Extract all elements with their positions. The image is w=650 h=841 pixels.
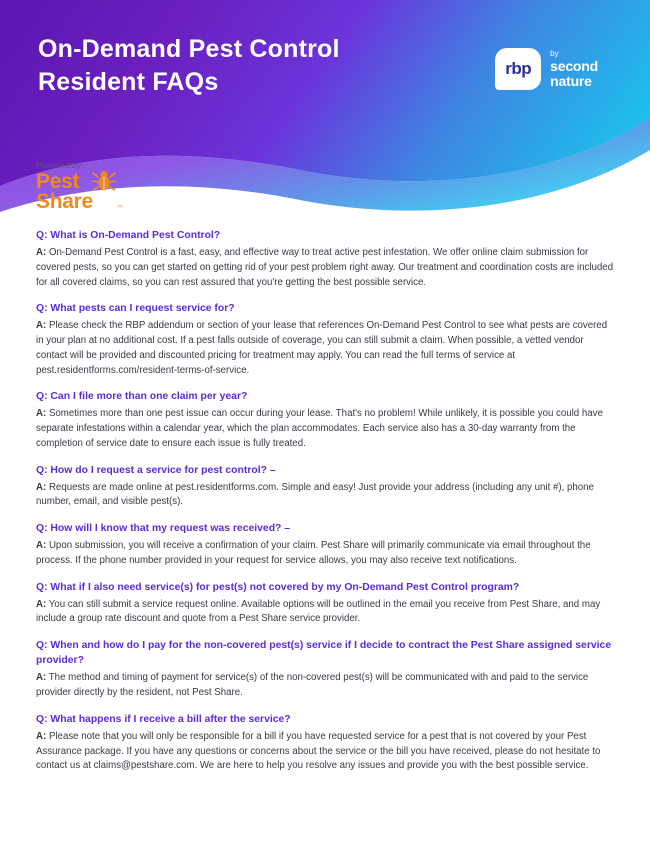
trademark-symbol: ™	[116, 204, 123, 211]
faq-question: Q: When and how do I pay for the non-covered pest(s) service if I decide to contract the Pest Share assigned service provider?	[36, 640, 612, 667]
faq-item	[36, 228, 614, 290]
faq-question: Q: Can I file more than one claim per year?	[36, 391, 248, 403]
answer-text: The method and timing of payment for service(s) of the non-covered pest(s) will be communicated with and paid to the service provider directly by the resident, not Pest Share.	[36, 672, 589, 699]
faq-item	[36, 389, 614, 451]
faq-answer	[36, 481, 614, 510]
answer-prefix: A:	[36, 672, 47, 684]
answer-prefix: A:	[36, 408, 47, 420]
pest-share-line-1: Pest	[36, 170, 80, 193]
faq-list	[36, 228, 614, 785]
answer-text: Please check the RBP addendum or section of your lease that references On-Demand Pest Control to see what pests are covered in your plan at no additional cost. If a pest falls outside of coverage, you can still submit a claim. When possible, a vetted vendor contact will be provided and discounted pricing for treatment may apply. You can read the full terms of service at pest.residentforms.com/resident-terms-of-service.	[36, 320, 608, 376]
pest-share-line-2: Share	[36, 189, 93, 213]
by-label: by	[550, 48, 559, 58]
bug-icon	[91, 168, 117, 194]
faq-answer	[36, 319, 614, 378]
answer-text: Requests are made online at pest.residentforms.com. Simple and easy! Just provide your address (including any unit #), phone number, email, and visible pest(s).	[36, 481, 594, 508]
answer-prefix: A:	[36, 730, 47, 742]
rbp-second-nature-logo	[495, 48, 598, 90]
faq-answer	[36, 671, 614, 700]
title-line-1: On-Demand Pest Control	[38, 35, 340, 63]
pest-share-logo	[36, 160, 123, 213]
faq-answer	[36, 246, 614, 290]
page-title	[38, 34, 340, 99]
answer-prefix: A:	[36, 481, 47, 493]
brand-line-1: second	[550, 58, 598, 74]
answer-text: On-Demand Pest Control is a fast, easy, and effective way to treat active pest infestation. We offer online claim submission for covered pests, so you can get started on getting rid of your pest problem right away. Our treatment and coordination costs are included for all covered claims, so you can rest assured that you're getting the best possible service.	[36, 247, 614, 288]
second-nature-wordmark	[550, 50, 598, 89]
rbp-logo-text: rbp	[505, 59, 532, 78]
brand-line-2: nature	[550, 72, 592, 89]
faq-answer	[36, 407, 614, 451]
pest-share-wordmark	[36, 170, 123, 213]
header-banner	[0, 0, 650, 215]
faq-question: Q: What if I also need service(s) for pest(s) not covered by my On-Demand Pest Control program?	[36, 581, 520, 593]
powered-by-label: Powered by	[36, 160, 81, 170]
answer-prefix: A:	[36, 247, 47, 259]
faq-answer	[36, 539, 614, 568]
faq-item	[36, 638, 614, 701]
answer-text: Upon submission, you will receive a confirmation of your claim. Pest Share will primarily communicate via email throughout the process. If the phone number provided in your request for service allows, you may also receive text notifications.	[36, 540, 591, 566]
rbp-logo-mark	[495, 48, 541, 90]
faq-item	[36, 712, 614, 774]
answer-text: Sometimes more than one pest issue can occur during your lease. That's no problem! While unlikely, it is possible you could have separate infestations within a calendar year, which the plan accommodates. Each service also has a 30-day warranty from the completion of service date to ensure each issue is fully treated.	[36, 408, 603, 449]
answer-prefix: A:	[36, 320, 47, 332]
faq-answer	[36, 730, 614, 774]
faq-item	[36, 521, 614, 569]
faq-question: Q: What happens if I receive a bill after the service?	[36, 713, 291, 725]
faq-question: Q: How will I know that my request was received? –	[36, 523, 291, 535]
answer-prefix: A:	[36, 598, 47, 610]
faq-item	[36, 463, 614, 511]
faq-question: Q: How do I request a service for pest control? –	[36, 464, 276, 476]
faq-item	[36, 301, 614, 378]
answer-text: Please note that you will only be responsible for a bill if you have requested service for a pest that is not covered by your Pest Assurance package. If you have any questions or concerns about the service or the bill you have received, please do not hesitate to contact us at claims@pestshare.com. We are here to help you resolve any issues and provide you with the best possible service.	[36, 730, 601, 772]
faq-question: Q: What is On-Demand Pest Control?	[36, 230, 221, 241]
faq-question: Q: What pests can I request service for?	[36, 303, 235, 315]
faq-item	[36, 580, 614, 628]
title-line-2: Resident FAQs	[38, 68, 219, 97]
answer-prefix: A:	[36, 540, 47, 552]
answer-text: You can still submit a service request online. Available options will be outlined in the email you receive from Pest Share, and may include a group rate discount and quote from a Pest Share service provider.	[36, 598, 601, 625]
faq-answer	[36, 598, 614, 627]
